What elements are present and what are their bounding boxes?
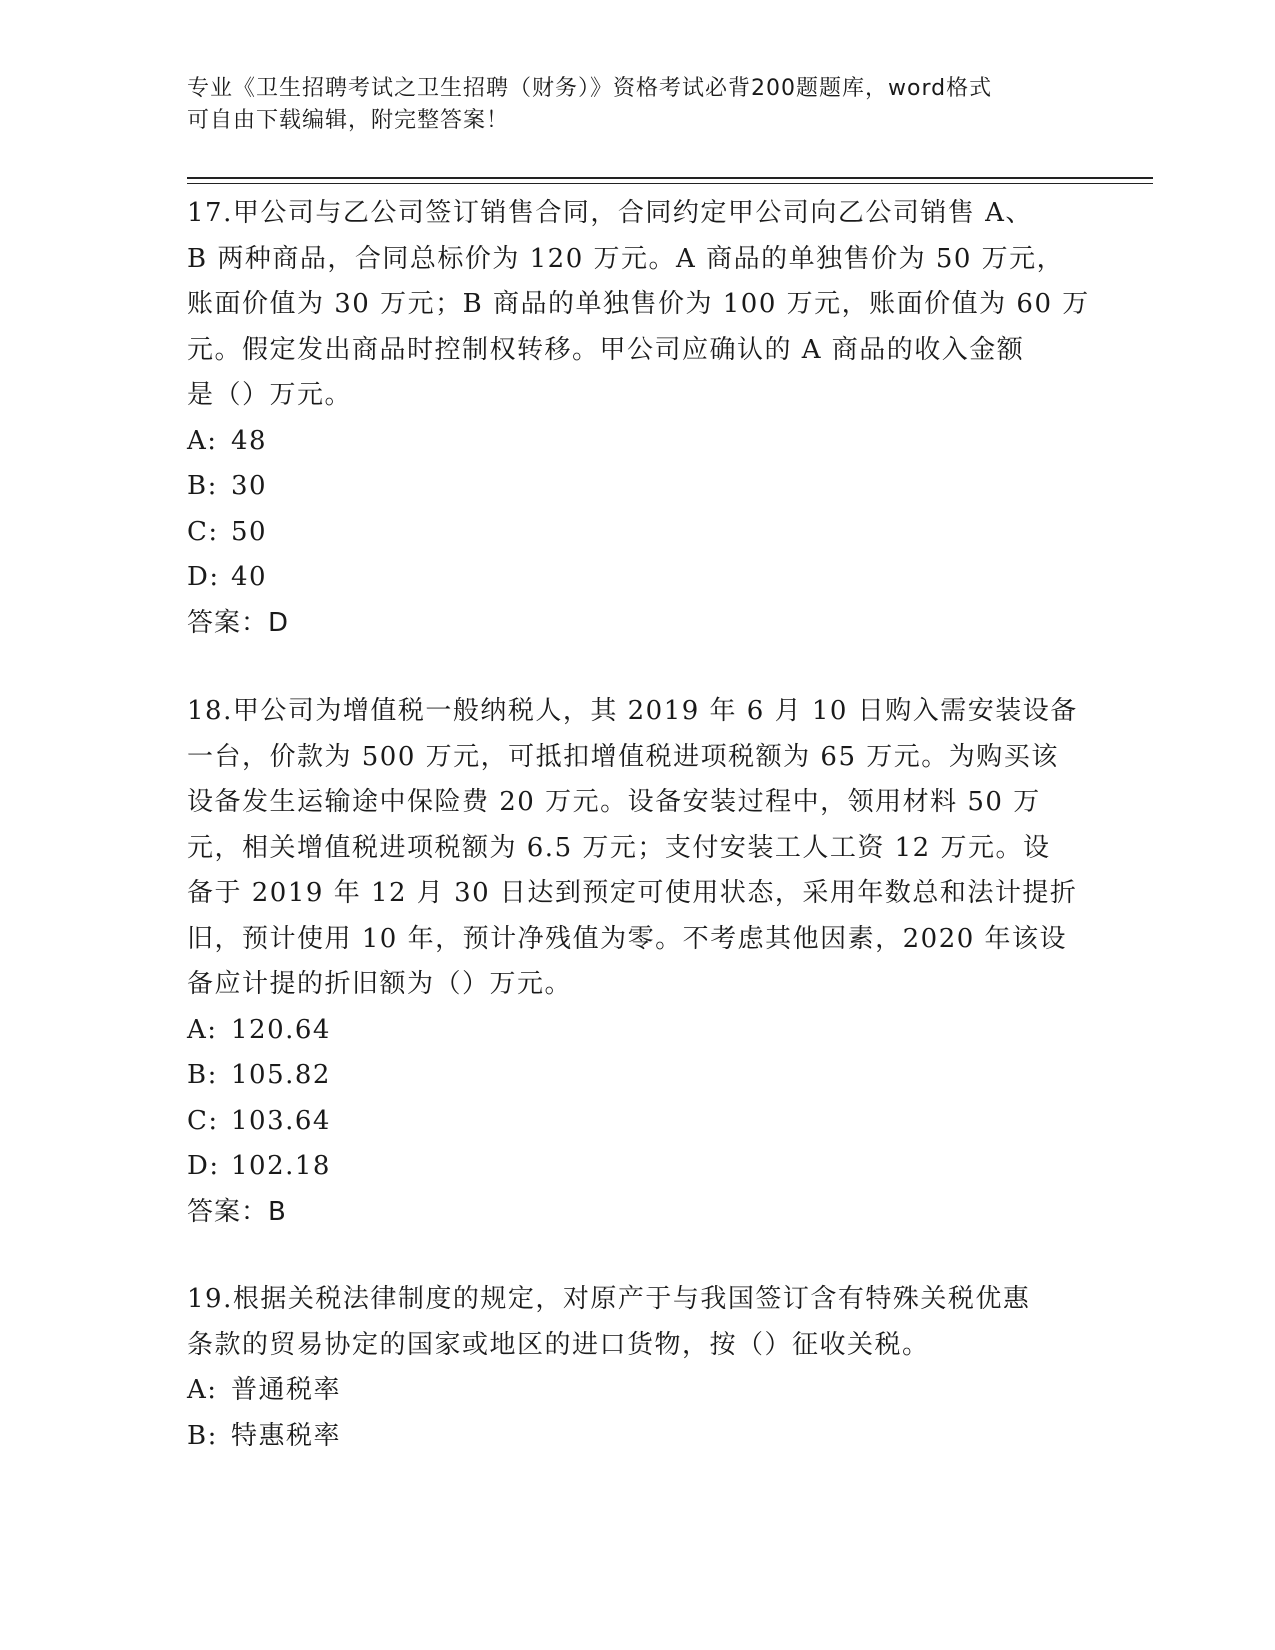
option-letter: B: [187,471,218,501]
option-text: 120.64 [231,1014,331,1045]
option-a [187,1008,1087,1054]
question-stem-line: 旧，预计使用 10 年，预计净残值为零。不考虑其他因素，2020 年该设 [187,923,1068,954]
question-stem-line: 一台，价款为 500 万元，可抵扣增值税进项税额为 65 万元。为购买该 [187,741,1059,772]
question-stem-line: 备于 2019 年 12 月 30 日达到预定可使用状态，采用年数总和法计提折 [187,878,1078,908]
option-d [187,555,1087,601]
question-stem-line: B 两种商品，合同总标价为 120 万元。A 商品的单独售价为 50 万元， [187,243,1065,274]
option-text: 50 [231,516,268,547]
option-letter: A: [187,1375,218,1405]
question-stem-line: 条款的贸易协定的国家或地区的进口货物，按（）征收关税。 [187,1329,930,1360]
question-17 [187,191,1090,646]
option-letter: A: [187,425,218,456]
header-divider-thick [187,177,1153,179]
question-18 [187,689,1087,1235]
option-letter: D: [187,562,220,592]
header-subtitle-line: 可自由下载编辑，附完整答案！ [187,108,510,133]
option-a [187,1368,1087,1414]
option-text: 103.64 [231,1105,331,1136]
option-b [187,1414,1087,1460]
option-d [187,1144,1087,1190]
option-text: 48 [231,425,268,456]
option-a [187,419,1087,465]
option-text: 30 [231,471,268,501]
option-c [187,1099,1087,1145]
question-stem-line: 17.甲公司与乙公司签订销售合同，合同约定甲公司向乙公司销售 A、 [187,198,1033,228]
option-b [187,464,1087,510]
question-stem-line: 18.甲公司为增值税一般纳税人，其 2019 年 6 月 10 日购入需安装设备 [187,696,1078,726]
option-text: 普通税率 [231,1375,342,1405]
header-divider-thin [187,183,1153,184]
option-letter: A: [187,1014,218,1045]
option-text: 102.18 [231,1151,331,1181]
question-stem-line: 备应计提的折旧额为（）万元。 [187,969,573,999]
option-text: 105.82 [231,1060,331,1090]
question-stem-line: 是（）万元。 [187,380,353,410]
option-text: 40 [231,562,268,592]
option-letter: B: [187,1060,218,1090]
question-stem-line: 元，相关增值税进项税额为 6.5 万元；支付安装工人工资 12 万元。设 [187,832,1051,863]
option-c [187,510,1087,556]
answer-line: 答案：D [187,607,290,638]
question-stem-line: 账面价值为 30 万元；B 商品的单独售价为 100 万元，账面价值为 60 万 [187,289,1090,319]
option-letter: C: [187,1105,219,1136]
option-b [187,1053,1087,1099]
question-19 [187,1277,1087,1459]
answer-line: 答案：B [187,1196,287,1227]
option-letter: B: [187,1420,218,1451]
question-stem-line: 设备发生运输途中保险费 20 万元。设备安装过程中，领用材料 50 万 [187,787,1041,817]
document-header [187,73,1067,137]
question-stem-line: 元。假定发出商品时控制权转移。甲公司应确认的 A 商品的收入金额 [187,334,1025,365]
option-letter: C: [187,516,219,547]
question-stem-line: 19.根据关税法律制度的规定，对原产于与我国签订含有特殊关税优惠 [187,1284,1031,1314]
option-letter: D: [187,1151,220,1181]
option-text: 特惠税率 [231,1420,342,1451]
header-title-line: 专业《卫生招聘考试之卫生招聘（财务）》资格考试必背200题题库，word格式 [187,76,993,101]
